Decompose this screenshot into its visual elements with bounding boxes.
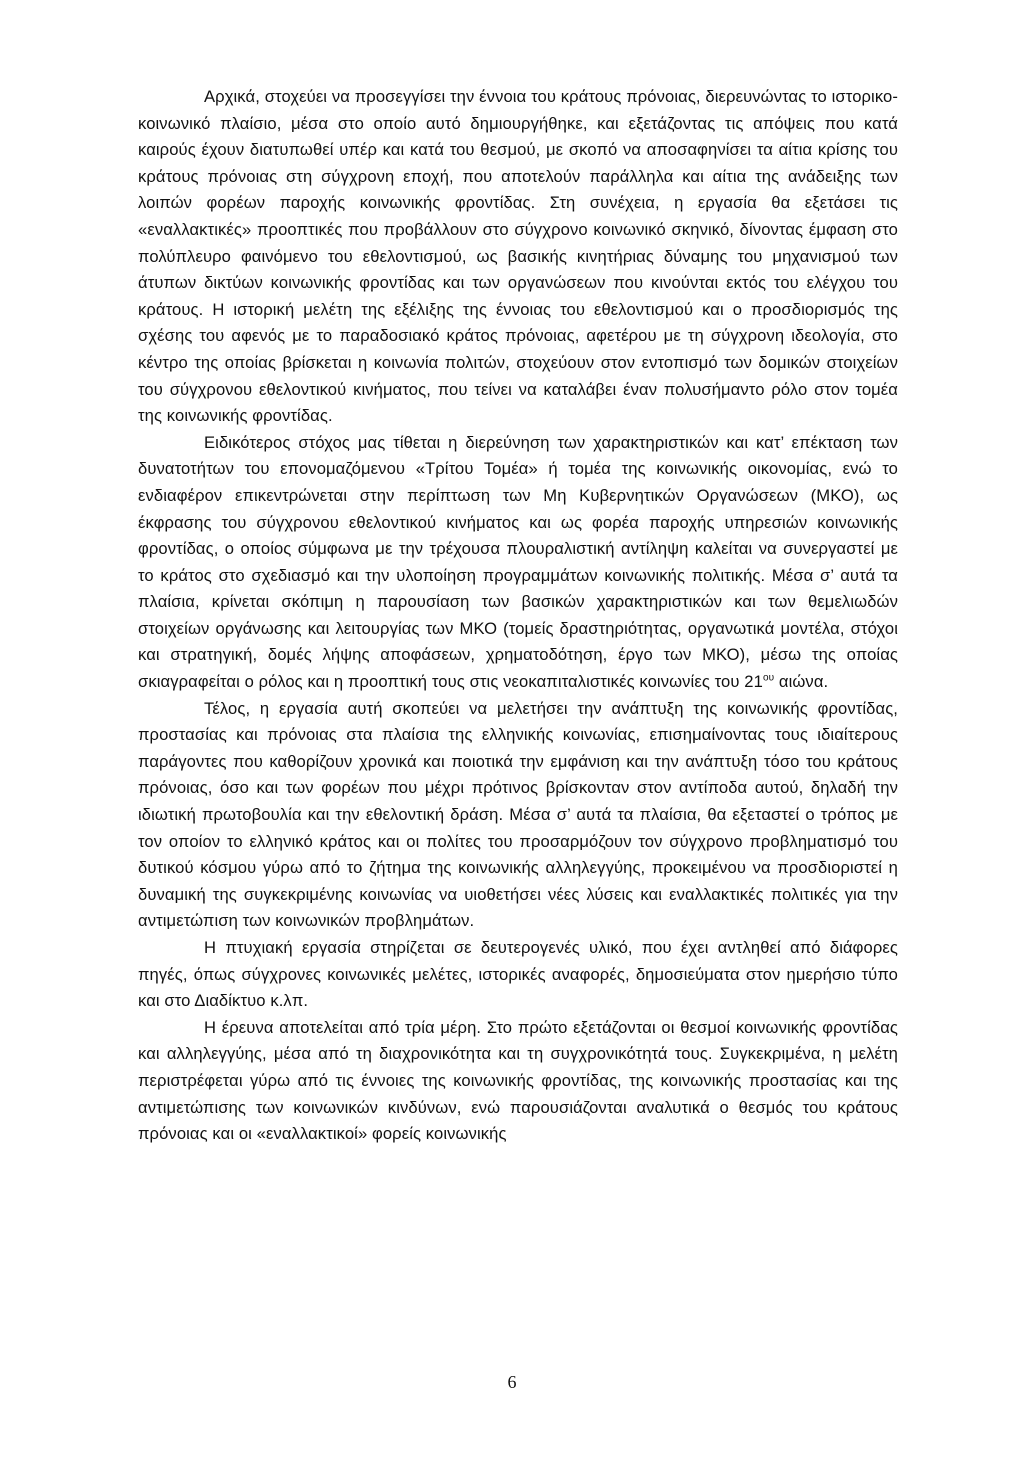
paragraph-3: Τέλος, η εργασία αυτή σκοπεύει να μελετήσει την ανάπτυξη της κοινωνικής φροντίδας, προστασίας και πρόνοιας στα πλαίσια της ελληνικής κοινωνίας, επισημαίνοντας τους ιδιαίτερους παράγοντες που καθορίζουν χρονικά και ποιοτικά την εμφάνιση και την ανάπτυξη τόσο του κράτους πρόνοιας, όσο και των φορέων που μέχρι πρότινος βρίσκονταν στον αντίποδα αυτού, δηλαδή την ιδιωτική πρωτοβουλία και την εθελοντική δράση. Μέσα σ’ αυτά τα πλαίσια, θα εξεταστεί ο τρόπος με τον οποίον το ελληνικό κράτος και οι πολίτες του προσαρμόζουν τον σύγχρονο προβληματισμό του δυτικού κόσμου γύρω από το ζήτημα της κοινωνικής αλληλεγγύης, προκειμένου να προσδιοριστεί η δυναμική της συγκεκριμένης κοινωνίας να υιοθετήσει νέες λύσεις και εναλλακτικές πολιτικές για την αντιμετώπιση των κοινωνικών προβλημάτων. [138,698,898,931]
century-superscript: ου [762,672,775,684]
paragraph-1: Αρχικά, στοχεύει να προσεγγίσει την έννοια του κράτους πρόνοιας, διερευνώντας το ιστορικο-κοινωνικό πλαίσιο, μέσα στο οποίο αυτό δημιουργήθηκε, και εξετάζοντας τις απόψεις που κατά καιρούς έχουν διατυπωθεί υπέρ και κατά του θεσμού, με σκοπό να αποσαφηνίσει τα αίτια κρίσης του κράτους πρόνοιας στη σύγχρονη εποχή, που αποτελούν παράλληλα και αίτια της ανάδειξης των λοιπών φορέων παροχής κοινωνικής φροντίδας. Στη συνέχεια, η εργασία θα εξετάσει τις «εναλλακτικές» προοπτικές που προβάλλουν στο σύγχρονο κοινωνικό σκηνικό, δίνοντας έμφαση στο πολύπλευρο φαινόμενο του εθελοντισμού, ως βασικής κινητήριας δύναμης του μηχανισμού των άτυπων δικτύων κοινωνικής φροντίδας και των οργανώσεων που κινούνται εκτός του ελέγχου του κράτους. Η ιστορική μελέτη της εξέλιξης της έννοιας του εθελοντισμού και ο προσδιορισμός της σχέσης του αφενός με το παραδοσιακό κράτος πρόνοιας, αφετέρου με τη σύγχρονη ιδεολογία, στο κέντρο της οποίας βρίσκεται η κοινωνία πολιτών, στοχεύουν στον εντοπισμό των δομικών στοιχείων του σύγχρονου εθελοντικού κινήματος, που τείνει να καταλάβει έναν πολυσήμαντο ρόλο στον τομέα της κοινωνικής φροντίδας. [138,87,898,426]
paragraph-4: Η πτυχιακή εργασία στηρίζεται σε δευτερογενές υλικό, που έχει αντληθεί από διάφορες πηγές, όπως σύγχρονες κοινωνικές μελέτες, ιστορικές αναφορές, δημοσιεύματα στον ημερήσιο τύπο και στο Διαδίκτυο κ.λπ. [138,938,898,1011]
paragraph-2-text: Ειδικότερος στόχος μας τίθεται η διερεύνηση των χαρακτηριστικών και κατ’ επέκταση των δυνατοτήτων του επονομαζόμενου «Τρίτου Τομέα» ή τομέα της κοινωνικής οικονομίας, ενώ το ενδιαφέρον επικεντρώνεται στην περίπτωση των Μη Κυβερνητικών Οργανώσεων (ΜΚΟ), ως έκφρασης του σύγχρονου εθελοντικού κινήματος και ως φορέα παροχής υπηρεσιών κοινωνικής φροντίδας, ο οποίος σύμφωνα με την τρέχουσα πλουραλιστική αντίληψη καλείται να συνεργαστεί με το κράτος στο σχεδιασμό και την υλοποίηση προγραμμάτων κοινωνικής πολιτικής. Μέσα σ’ αυτά τα πλαίσια, κρίνεται σκόπιμη η παρουσίαση των βασικών χαρακτηριστικών και των θεμελιωδών στοιχείων οργάνωσης και λειτουργίας των ΜΚΟ (τομείς δραστηριότητας, οργανωτικά μοντέλα, στόχοι και στρατηγική, δομές λήψης αποφάσεων, χρηματοδότηση, έργο των ΜΚΟ), μέσω της οποίας σκιαγραφείται ο ρόλος και η προοπτική τους στις νεοκαπιταλιστικές κοινωνίες του 21 [138,432,898,692]
paragraph-5: Η έρευνα αποτελείται από τρία μέρη. Στο πρώτο εξετάζονται οι θεσμοί κοινωνικής φροντίδας και αλληλεγγύης, μέσα από τη διαχρονικότητα και τη συγχρονικότητά τους. Συγκεκριμένα, η μελέτη περιστρέφεται γύρω από τις έννοιες της κοινωνικής φροντίδας, της κοινωνικής προστασίας και της αντιμετώπισης των κοινωνικών κινδύνων, ενώ παρουσιάζονται αναλυτικά ο θεσμός του κράτους πρόνοιας και οι «εναλλακτικοί» φορείς κοινωνικής [138,1017,898,1144]
paragraph-2 [138,430,898,696]
page-number: 6 [507,1372,517,1392]
body-text [138,84,898,1148]
century-suffix: αιώνα. [774,672,829,692]
